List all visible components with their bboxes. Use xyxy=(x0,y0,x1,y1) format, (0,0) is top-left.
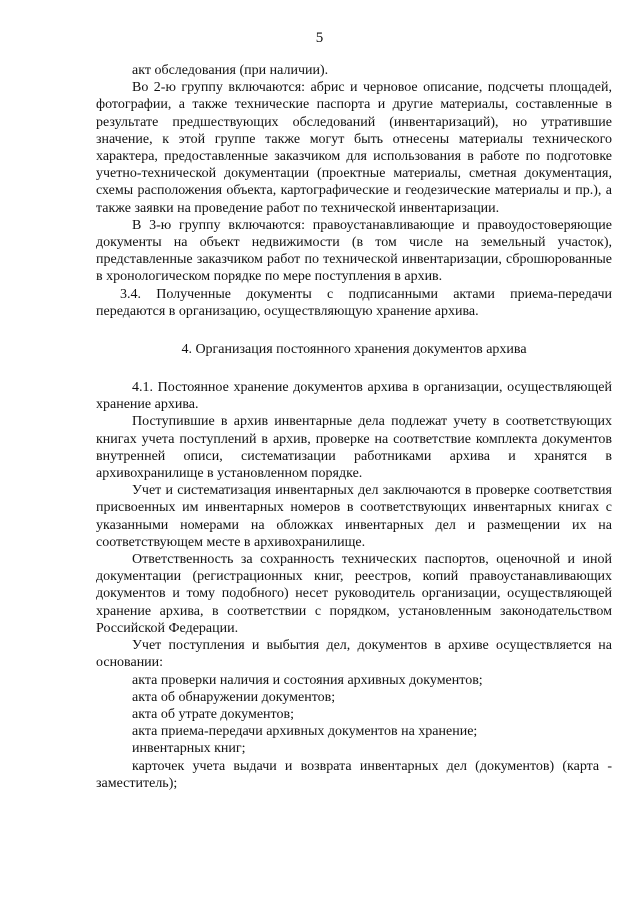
page-number: 5 xyxy=(315,30,324,46)
paragraph: Учет поступления и выбытия дел, документов в архиве осуществляется на основании: xyxy=(96,638,612,671)
paragraph: В 3-ю группу включаются: правоустанавливающие и правоудостоверяющие документы на объект недвижимости (в том числе на земельный участок), представленные заказчиком работ по технической инвентаризации, сброшюрованные в хронологическом порядке по мере поступления в архив. xyxy=(96,217,612,285)
document-body xyxy=(96,62,612,792)
list-item: инвентарных книг; xyxy=(132,741,246,757)
paragraph: Поступившие в архив инвентарные дела подлежат учету в соответствующих книгах учета поступлений в архив, проверке на соответствие комплекта документов внутренней описи, систематизации работниками архива и хранятся в архивохранилище в установленном порядке. xyxy=(96,414,612,482)
paragraph: 4.1. Постоянное хранение документов архива в организации, осуществляющей хранение архива. xyxy=(96,380,612,413)
section-heading: 4. Организация постоянного хранения документов архива xyxy=(181,342,527,358)
paragraph: акт обследования (при наличии). xyxy=(132,63,329,78)
paragraph: Во 2-ю группу включаются: абрис и черновое описание, подсчеты площадей, фотографии, а также технические паспорта и другие материалы, составленные в результате предшествующих обследований (инвентаризаций), но утратившие значение, к этой группе также могут быть отнесены материалы технического характера, предоставленные заказчиком для использования в работе по подготовке учетно-технической документации (проектные материалы, сметная документация, схемы расположения объекта, картографические и геодезические материалы и пр.), а также заявки на проведение работ по технической инвентаризации. xyxy=(96,80,612,216)
list-item: акта об обнаружении документов; xyxy=(132,689,336,705)
paragraph: 3.4. Полученные документы с подписанными актами приема-передачи передаются в организацию, осуществляющую хранение архива. xyxy=(96,286,612,319)
list-item: акта проверки наличия и состояния архивных документов; xyxy=(132,672,483,688)
list-item: акта об утрате документов; xyxy=(132,706,294,722)
paragraph: Ответственность за сохранность технических паспортов, оценочной и иной документации (регистрационных книг, реестров, копий правоустанавливающих документов и тому подобного) несет руководитель организации, осуществляющей хранение архива, в соответствии с порядком, установленным законодательством Российской Федерации. xyxy=(96,552,612,636)
list-item: акта приема-передачи архивных документов на хранение; xyxy=(132,724,478,740)
list-item: карточек учета выдачи и возврата инвентарных дел (документов) (карта - заместитель); xyxy=(96,758,612,791)
paragraph: Учет и систематизация инвентарных дел заключаются в проверке соответствия присвоенных им инвентарных номеров в соответствующих инвентарных книгах с указанными номерами на обложках инвентарных дел и размещении их на соответствующем месте в архивохранилище. xyxy=(96,483,612,550)
